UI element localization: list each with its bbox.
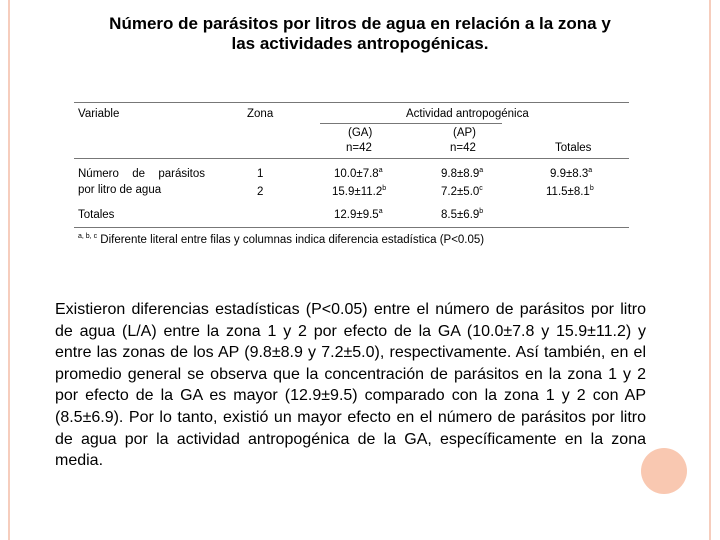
row1-ap-sup: a (479, 167, 484, 175)
header-variable: Variable (78, 108, 120, 120)
row1-ga-sup: a (378, 167, 383, 175)
title-line-2: las actividades antropogénicas. (231, 34, 489, 53)
footnote-text: Diferente literal entre filas y columnas indica diferencia estadística (P<0.05) (100, 234, 485, 246)
data-table (0, 0, 720, 260)
row2-ap-value: 7.2±5.0 (441, 186, 480, 198)
row1-ga (334, 168, 383, 180)
row1-zona: 1 (257, 168, 264, 180)
row2-ga (332, 186, 386, 198)
header-ga-n: n=42 (346, 142, 372, 154)
header-zona: Zona (247, 108, 274, 120)
title-line-1: Número de parásitos por litros de agua en relación a la zona y (109, 14, 611, 33)
row2-ga-sup: b (382, 185, 387, 193)
footnote-sup: a, b, c (78, 233, 98, 241)
header-ap: (AP) (453, 127, 476, 139)
totales-ga-sup: a (378, 208, 383, 216)
table-footnote (78, 234, 484, 246)
table-rule-top (74, 102, 629, 103)
row1-totales (550, 168, 592, 180)
row2-ap-sup: c (479, 185, 483, 193)
table-rule-bottom (74, 227, 629, 228)
header-actividad: Actividad antropogénica (406, 108, 529, 120)
row2-ap (441, 186, 483, 198)
row2-totales (546, 186, 594, 198)
row1-ga-value: 10.0±7.8 (334, 168, 379, 180)
totales-ap-value: 8.5±6.9 (441, 209, 480, 221)
decorative-circle (641, 448, 687, 494)
row2-zona: 2 (257, 186, 264, 198)
table-rule-header-bottom (74, 158, 629, 159)
row1-tot-value: 9.9±8.3 (550, 168, 589, 180)
row1-ap (441, 168, 483, 180)
row1-tot-sup: a (588, 167, 593, 175)
row2-tot-sup: b (589, 185, 594, 193)
totales-ap-sup: b (479, 208, 484, 216)
header-ga: (GA) (348, 127, 373, 139)
totales-ga-value: 12.9±9.5 (334, 209, 379, 221)
summary-paragraph: Existieron diferencias estadísticas (P<0.05) entre el número de parásitos por litro de agua (L/A) entre la zona 1 y 2 por efecto de la GA (10.0±7.8 y 15.9±11.2) y entre las zonas de los AP (9.8±8.9 y 7.2±5.0), respectivamente. Así también, en el promedio general se observa que la concentración de parásitos en la zona 1 y 2 por efecto de la GA es mayor (12.9±9.5) comparado con la zona 1 y 2 con AP (8.5±6.9). Por lo tanto, existió un mayor efecto en el número de parásitos por litro de agua por la actividad antropogénica de la GA, específicamente en la zona media. (55, 301, 646, 470)
row2-tot-value: 11.5±8.1 (546, 186, 590, 198)
header-totales: Totales (555, 142, 592, 154)
totales-label: Totales (78, 209, 115, 221)
header-ap-n: n=42 (450, 142, 476, 154)
totales-ga (334, 209, 383, 221)
table-rule-subheader (320, 123, 502, 124)
row-label-line-1: Número de parásitos (78, 168, 205, 180)
totales-ap (441, 209, 483, 221)
row2-ga-value: 15.9±11.2 (332, 186, 383, 198)
row-label-line-2: por litro de agua (78, 184, 162, 196)
row1-ap-value: 9.8±8.9 (441, 168, 480, 180)
